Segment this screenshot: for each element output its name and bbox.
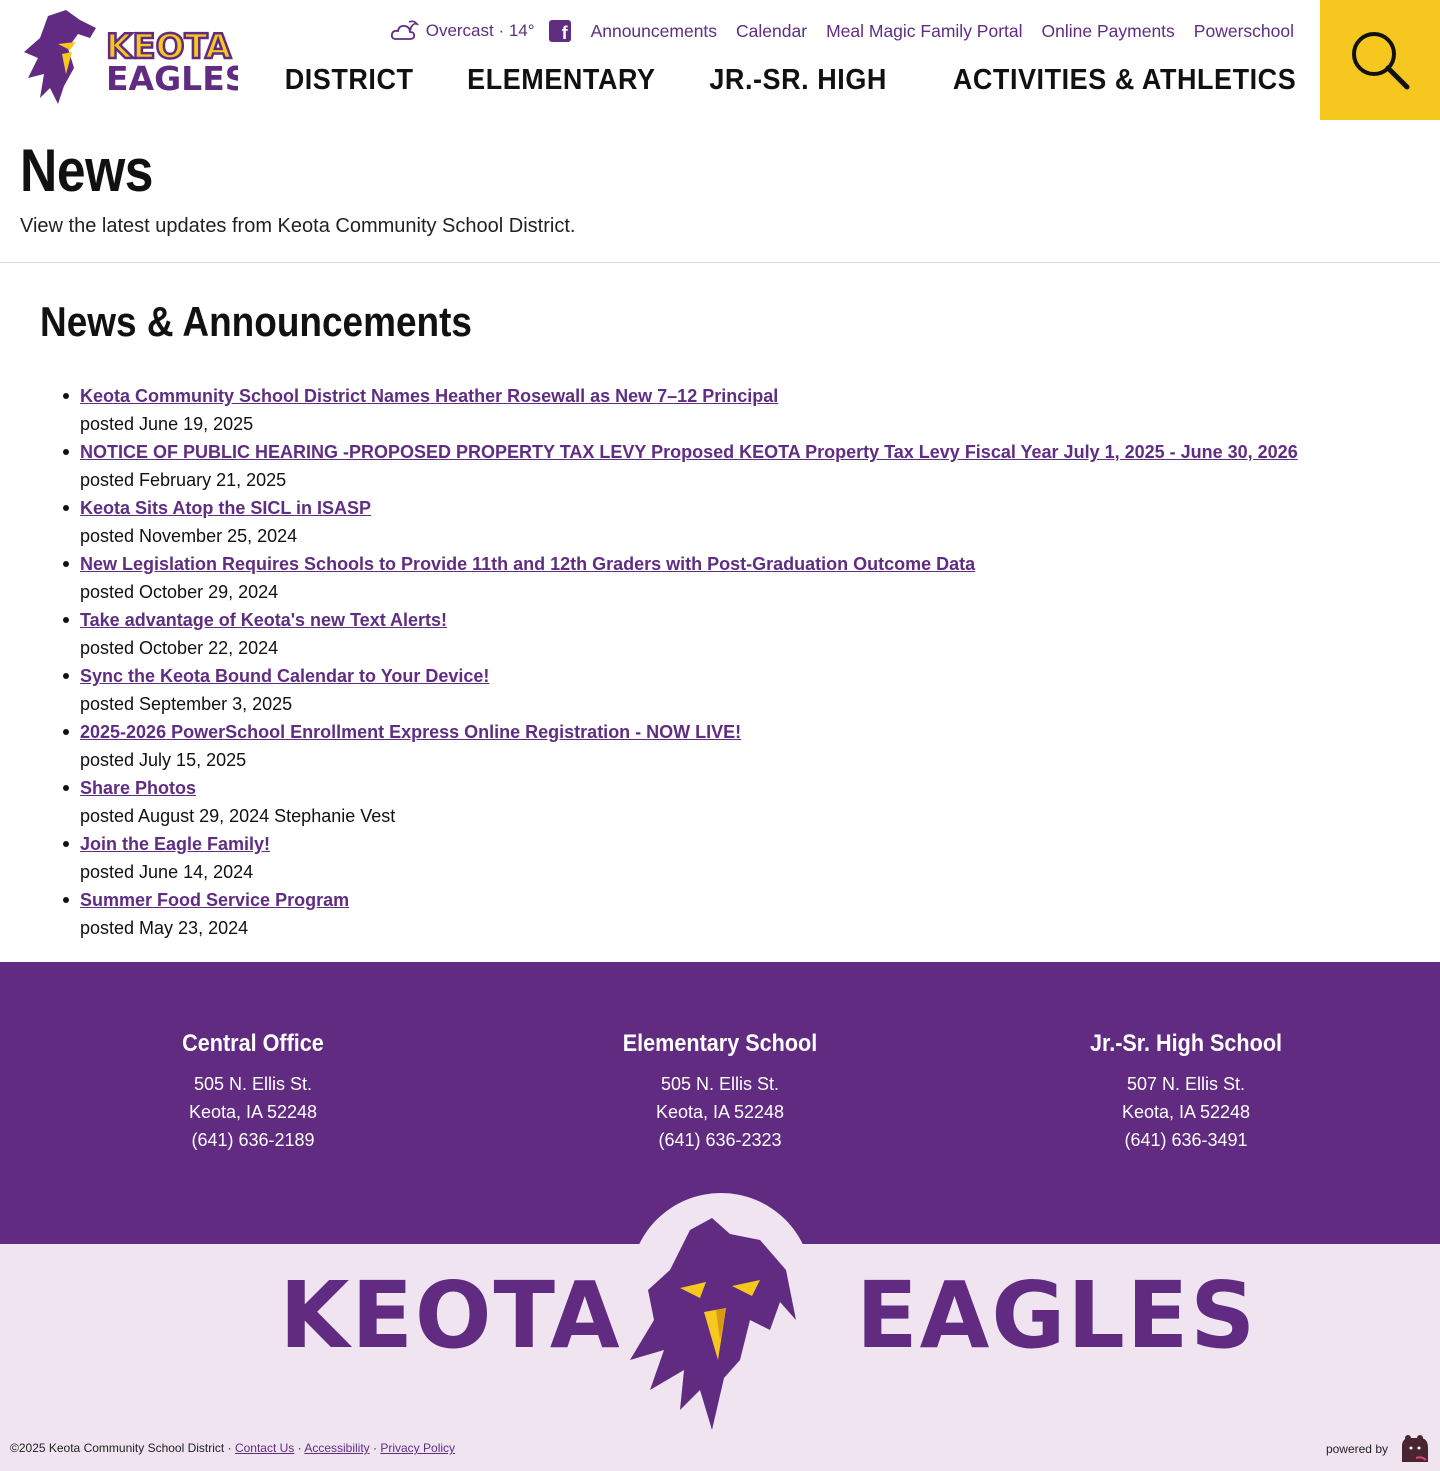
news-link[interactable]: Keota Sits Atop the SICL in ISASP	[80, 498, 372, 518]
utility-link-calendar[interactable]: Calendar	[736, 20, 808, 41]
list-item	[80, 718, 1380, 774]
office-city: Keota, IA 52248	[188, 1102, 318, 1122]
office-jr-sr-high	[1006, 1030, 1366, 1154]
news-link[interactable]: Keota Community School District Names Heather Rosewall as New 7–12 Principal	[80, 386, 779, 406]
utility-link-powerschool[interactable]: Powerschool	[1193, 20, 1294, 41]
news-link[interactable]: 2025-2026 PowerSchool Enrollment Express Online Registration - NOW LIVE!	[80, 722, 742, 742]
news-link[interactable]: New Legislation Requires Schools to Provide 11th and 12th Graders with Post-Graduation Outcome Data	[80, 554, 976, 574]
office-phone[interactable]: (641) 636-2323	[658, 1130, 782, 1150]
list-item	[80, 830, 1380, 886]
footer-word-eagles: EAGLES	[856, 1262, 1258, 1369]
page-title: News	[20, 137, 154, 204]
news-link[interactable]: Join the Eagle Family!	[80, 834, 271, 854]
bear-paw-icon	[1398, 1434, 1430, 1464]
powered-by[interactable]	[1326, 1434, 1430, 1464]
list-item	[80, 550, 1380, 606]
weather-text: Overcast · 14°	[425, 21, 535, 40]
office-elementary	[540, 1030, 900, 1154]
list-item	[80, 886, 1380, 942]
list-item	[80, 438, 1380, 494]
office-phone[interactable]: (641) 636-3491	[1124, 1130, 1248, 1150]
news-meta: posted August 29, 2024 Stephanie Vest	[80, 806, 396, 826]
site-header	[0, 0, 1440, 120]
news-link[interactable]: Summer Food Service Program	[80, 890, 350, 910]
nav-activities-athletics[interactable]: ACTIVITIES & ATHLETICS	[952, 64, 1296, 96]
nav-district[interactable]: DISTRICT	[284, 64, 414, 96]
list-item	[80, 382, 1380, 438]
footer-legal: ©2025 Keota Community School District · Contact Us · Accessibility · Privacy Policy	[10, 1441, 456, 1455]
office-city: Keota, IA 52248	[655, 1102, 785, 1122]
news-meta: posted February 21, 2025	[80, 470, 287, 490]
divider	[0, 262, 1440, 263]
office-street: 507 N. Ellis St.	[1126, 1074, 1246, 1094]
office-name: Elementary School	[622, 1030, 818, 1057]
keota-eagles-logo[interactable]	[18, 8, 238, 110]
list-item	[80, 662, 1380, 718]
office-city: Keota, IA 52248	[1121, 1102, 1251, 1122]
eagle-emblem	[620, 1210, 820, 1435]
list-item	[80, 774, 1380, 830]
news-meta: posted September 3, 2025	[80, 694, 293, 714]
news-meta: posted November 25, 2024	[80, 526, 298, 546]
accessibility-link[interactable]: Accessibility	[304, 1441, 370, 1455]
office-name: Central Office	[182, 1030, 324, 1057]
nav-jr-sr-high[interactable]: JR.-SR. HIGH	[709, 64, 887, 96]
search-button[interactable]	[1320, 0, 1440, 120]
news-meta: posted October 29, 2024	[80, 582, 279, 602]
news-heading: News & Announcements	[40, 298, 472, 345]
powered-by-label: powered by	[1325, 1442, 1388, 1456]
search-icon	[1347, 27, 1413, 93]
weather-widget	[390, 19, 535, 43]
utility-bar	[390, 16, 1294, 46]
list-item	[80, 494, 1380, 550]
svg-text:EAGLES: EAGLES	[106, 59, 238, 98]
nav-elementary[interactable]: ELEMENTARY	[467, 64, 656, 96]
news-meta: posted May 23, 2024	[80, 918, 249, 938]
privacy-policy-link[interactable]: Privacy Policy	[380, 1441, 456, 1455]
news-meta: posted June 19, 2025	[80, 414, 254, 434]
utility-link-online-payments[interactable]: Online Payments	[1041, 20, 1175, 41]
copyright: ©2025 Keota Community School District	[10, 1441, 225, 1455]
utility-link-announcements[interactable]: Announcements	[590, 20, 718, 41]
office-central	[73, 1030, 433, 1154]
office-name: Jr.-Sr. High School	[1089, 1030, 1283, 1057]
svg-text:KEOTA: KEOTA	[106, 27, 232, 67]
list-item	[80, 606, 1380, 662]
cloud-moon-icon	[390, 19, 420, 43]
utility-link-meal-magic[interactable]: Meal Magic Family Portal	[826, 20, 1023, 41]
news-link[interactable]: NOTICE OF PUBLIC HEARING -PROPOSED PROPERTY TAX LEVY Proposed KEOTA Property Tax Levy Fiscal Year July 1, 2025 - June 30, 2026	[80, 442, 1298, 462]
news-meta: posted October 22, 2024	[80, 638, 279, 658]
page-subtitle: View the latest updates from Keota Community School District.	[20, 215, 576, 237]
main-nav	[275, 64, 1296, 97]
news-link[interactable]: Take advantage of Keota's new Text Alerts!	[80, 610, 448, 630]
news-meta: posted July 15, 2025	[80, 750, 247, 770]
news-link[interactable]: Share Photos	[80, 778, 197, 798]
news-link[interactable]: Sync the Keota Bound Calendar to Your Device!	[80, 666, 490, 686]
footer-word-keota: KEOTA	[279, 1262, 622, 1369]
contact-us-link[interactable]: Contact Us	[234, 1441, 295, 1455]
news-meta: posted June 14, 2024	[80, 862, 254, 882]
facebook-icon[interactable]: f	[549, 20, 571, 42]
news-list	[80, 382, 1380, 942]
office-phone[interactable]: (641) 636-2189	[191, 1130, 315, 1150]
office-street: 505 N. Ellis St.	[660, 1074, 780, 1094]
office-street: 505 N. Ellis St.	[193, 1074, 313, 1094]
